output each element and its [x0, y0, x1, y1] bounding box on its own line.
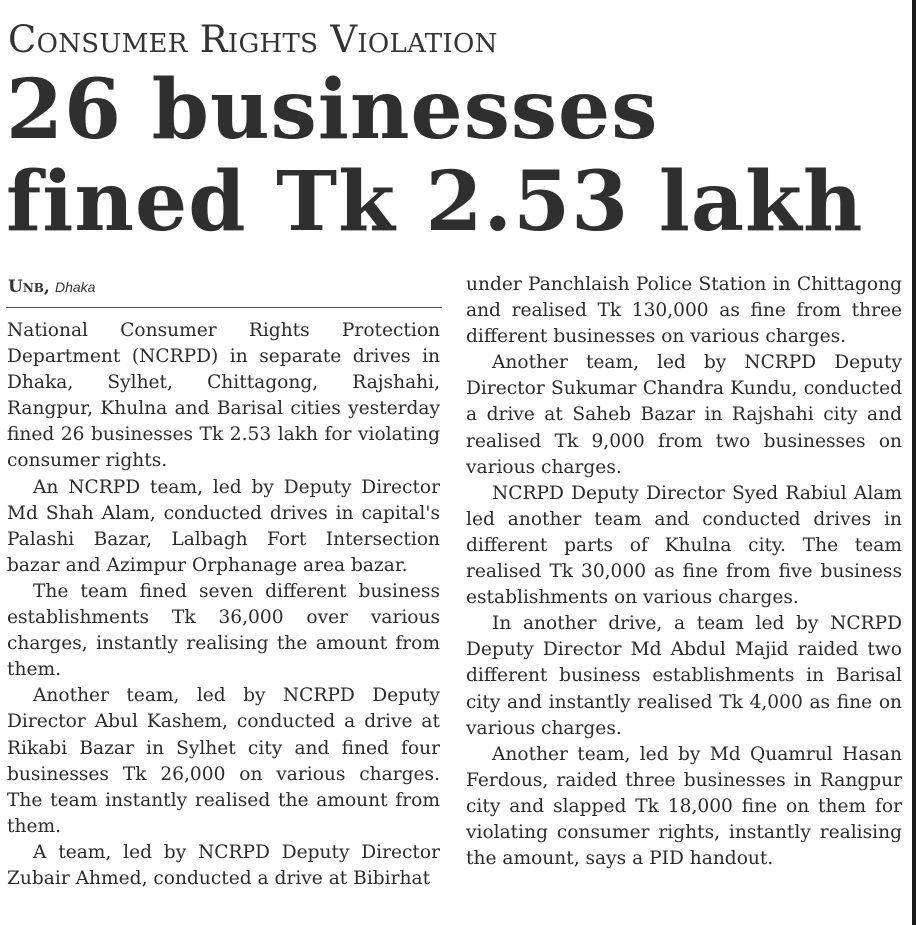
byline-agency: Unb, [8, 277, 50, 297]
paragraph: Another team, led by NCRPD Deputy Director Abul Kashem, conducted a drive at Rikabi Bazar in Sylhet city and fined four businesses Tk 26,000 on various charges. The team instantly realised the amount from them. [7, 685, 440, 837]
paragraph: Another team, led by Md Quamrul Hasan Ferdous, raided three businesses in Rangpur city and slapped Tk 18,000 fine on them for violating consumer rights, instantly realising the amount, says a PID handout. [466, 743, 902, 870]
byline-divider [6, 307, 442, 308]
paragraph: National Consumer Rights Protection Department (NCRPD) in separate drives in Dhaka, Sylhet, Chittagong, Rajshahi, Rangpur, Khulna and Barisal cities yesterday fined 26 businesses Tk 2.53 lakh for violating consumer rights. [7, 320, 440, 472]
section-kicker: Consumer Rights Violation [8, 18, 498, 61]
paragraph: NCRPD Deputy Director Syed Rabiul Alam led another team and conducted drives in different parts of Khulna city. The team realised Tk 30,000 as fine from five business establishments on various charges. [466, 482, 902, 609]
paragraph: Another team, led by NCRPD Deputy Director Sukumar Chandra Kundu, conducted a drive at Saheb Bazar in Rajshahi city and realised Tk 9,000 from two businesses on various charges. [466, 352, 902, 478]
article-headline: 26 businesses fined Tk 2.53 lakh [6, 62, 864, 250]
byline-dateline: Dhaka [54, 279, 96, 295]
paragraph: under Panchlaish Police Station in Chittagong and realised Tk 130,000 as fine from three different businesses on various charges. [466, 274, 902, 348]
article-column-left [7, 318, 440, 892]
byline [8, 277, 95, 297]
paragraph: The team fined seven different business establishments Tk 36,000 over various charges, instantly realising the amount from them. [7, 580, 440, 681]
article-column-right [466, 272, 902, 872]
paragraph: In another drive, a team led by NCRPD Deputy Director Md Abdul Majid raided two different business establishments in Barisal city and instantly realised Tk 4,000 as fine on various charges. [466, 613, 902, 739]
page-edge-rule [912, 0, 916, 925]
paragraph: A team, led by NCRPD Deputy Director Zubair Ahmed, conducted a drive at Bibirhat [7, 841, 440, 889]
paragraph: An NCRPD team, led by Deputy Director Md Shah Alam, conducted drives in capital's Palashi Bazar, Lalbagh Fort Intersection bazar and Azimpur Orphanage area bazar. [7, 476, 440, 576]
